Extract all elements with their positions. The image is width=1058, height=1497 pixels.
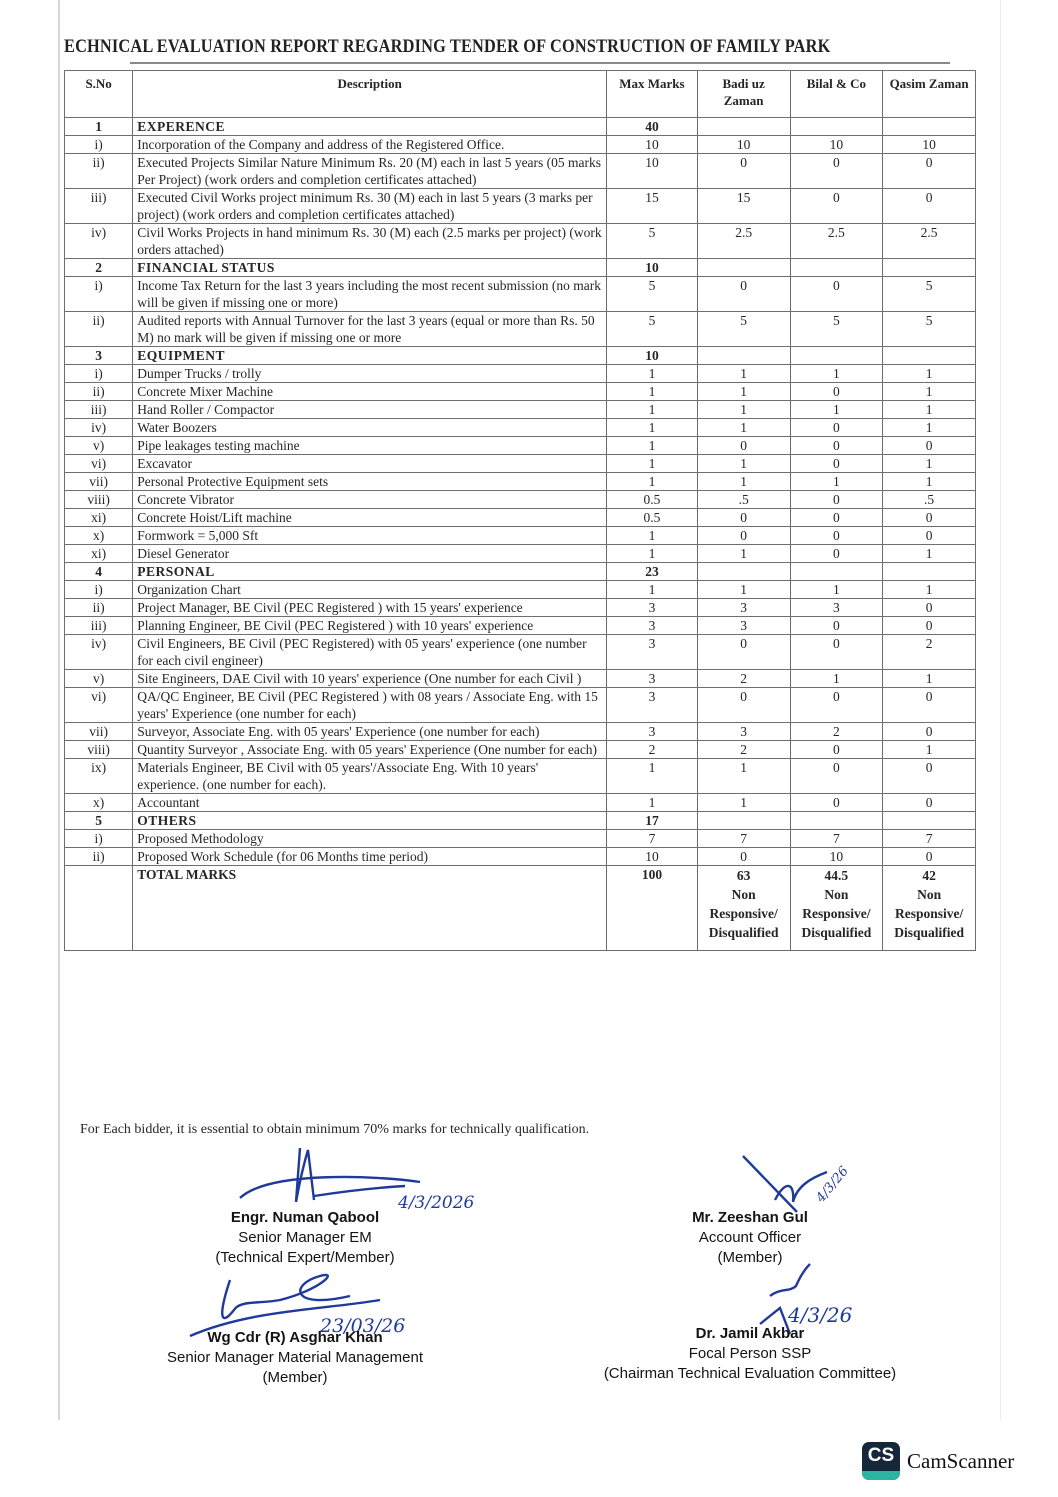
item-number: viii) <box>65 741 133 759</box>
signatory-role: (Member) <box>262 1369 328 1386</box>
item-max-marks: 5 <box>607 277 698 312</box>
section-number: 2 <box>65 259 133 277</box>
item-max-marks: 0.5 <box>607 491 698 509</box>
signatory-designation: Senior Manager EM <box>238 1229 372 1246</box>
item-number: viii) <box>65 491 133 509</box>
score-badi-uz-zaman: 2.5 <box>697 224 790 259</box>
score-qasim-zaman: 0 <box>883 759 976 794</box>
table-row <box>65 545 976 563</box>
page-title: ECHNICAL EVALUATION REPORT REGARDING TENDER OF CONSTRUCTION OF FAMILY PARK <box>64 36 831 57</box>
score-badi-uz-zaman: 5 <box>697 312 790 347</box>
item-description: Executed Civil Works project minimum Rs. 30 (M) each in last 5 years (3 marks per project) (work orders and completion certificates attached) <box>133 189 607 224</box>
verdict-line: Responsive/ <box>709 906 778 921</box>
score-qasim-zaman: 1 <box>883 545 976 563</box>
signatory-role: (Technical Expert/Member) <box>215 1249 395 1266</box>
item-max-marks: 1 <box>607 401 698 419</box>
verdict-line: Non <box>824 887 849 902</box>
section-row <box>65 347 976 365</box>
score-bilal-co: 0 <box>790 277 883 312</box>
score-badi-uz-zaman: 2 <box>697 670 790 688</box>
score-qasim-zaman: 0 <box>883 599 976 617</box>
item-description: Civil Works Projects in hand minimum Rs. 30 (M) each (2.5 marks per project) (work orders attached) <box>133 224 607 259</box>
signatory-role: (Member) <box>717 1249 783 1266</box>
score-badi-uz-zaman: 1 <box>697 383 790 401</box>
score-qasim-zaman: .5 <box>883 491 976 509</box>
table-row <box>65 437 976 455</box>
score-bilal-co: 0 <box>790 527 883 545</box>
item-number: iii) <box>65 617 133 635</box>
total-label: TOTAL MARKS <box>133 866 607 951</box>
total-sno <box>65 866 133 951</box>
item-max-marks: 10 <box>607 154 698 189</box>
total-score: 44.5 <box>824 868 849 883</box>
score-qasim-zaman: 1 <box>883 419 976 437</box>
item-max-marks: 1 <box>607 437 698 455</box>
score-qasim-zaman: 0 <box>883 617 976 635</box>
table-body <box>65 118 976 866</box>
table-header-row <box>65 71 976 118</box>
score-badi-uz-zaman: 1 <box>697 365 790 383</box>
verdict-line: Responsive/ <box>802 906 871 921</box>
header-bidder-1: Badi uz Zaman <box>697 71 790 118</box>
table-row <box>65 635 976 670</box>
score-bilal-co: 0 <box>790 509 883 527</box>
item-description: Concrete Hoist/Lift machine <box>133 509 607 527</box>
score-badi-uz-zaman: 0 <box>697 509 790 527</box>
table-row <box>65 455 976 473</box>
verdict-line: Disqualified <box>801 925 872 940</box>
table-row <box>65 759 976 794</box>
score-badi-uz-zaman: 3 <box>697 617 790 635</box>
item-max-marks: 10 <box>607 136 698 154</box>
header-max-marks: Max Marks <box>607 71 698 118</box>
signatory-designation: Account Officer <box>698 1229 802 1246</box>
score-qasim-zaman: 0 <box>883 189 976 224</box>
score-qasim-zaman: 0 <box>883 688 976 723</box>
score-badi-uz-zaman: 1 <box>697 473 790 491</box>
item-number: iv) <box>65 419 133 437</box>
empty-cell <box>883 259 976 277</box>
camscanner-logo-icon <box>862 1442 900 1480</box>
item-max-marks: 3 <box>607 723 698 741</box>
score-bilal-co: 0 <box>790 455 883 473</box>
score-bilal-co: 1 <box>790 365 883 383</box>
signature-date: 4/3/2026 <box>398 1193 475 1213</box>
empty-cell <box>883 812 976 830</box>
score-bilal-co: 0 <box>790 635 883 670</box>
section-max-marks: 40 <box>607 118 698 136</box>
table-row <box>65 383 976 401</box>
total-bidder-1 <box>697 866 790 951</box>
camscanner-watermark: CamScanner <box>907 1449 1015 1473</box>
table-row <box>65 136 976 154</box>
table-row <box>65 224 976 259</box>
table-row <box>65 527 976 545</box>
empty-cell <box>697 812 790 830</box>
item-description: Audited reports with Annual Turnover for the last 3 years (equal or more than Rs. 50 M) no mark will be given if missing one or more <box>133 312 607 347</box>
section-title: PERSONAL <box>133 563 607 581</box>
signatory-block <box>575 1324 925 1384</box>
score-qasim-zaman: 1 <box>883 383 976 401</box>
item-number: x) <box>65 794 133 812</box>
item-number: v) <box>65 670 133 688</box>
item-max-marks: 5 <box>607 224 698 259</box>
section-title: FINANCIAL STATUS <box>133 259 607 277</box>
item-description: Pipe leakages testing machine <box>133 437 607 455</box>
signatory-name: Dr. Jamil Akbar <box>695 1325 805 1342</box>
score-qasim-zaman: 2 <box>883 635 976 670</box>
item-description: Formwork = 5,000 Sft <box>133 527 607 545</box>
total-score: 42 <box>922 868 936 883</box>
score-qasim-zaman: 5 <box>883 312 976 347</box>
item-description: Accountant <box>133 794 607 812</box>
section-number: 4 <box>65 563 133 581</box>
item-description: Hand Roller / Compactor <box>133 401 607 419</box>
score-qasim-zaman: 1 <box>883 455 976 473</box>
empty-cell <box>790 812 883 830</box>
item-description: Project Manager, BE Civil (PEC Registered ) with 15 years' experience <box>133 599 607 617</box>
signatory-designation: Senior Manager Material Management <box>167 1349 423 1366</box>
item-number: i) <box>65 136 133 154</box>
header-bidder-3: Qasim Zaman <box>883 71 976 118</box>
table-row <box>65 848 976 866</box>
item-max-marks: 3 <box>607 635 698 670</box>
section-row <box>65 812 976 830</box>
score-bilal-co: 1 <box>790 473 883 491</box>
table-row <box>65 365 976 383</box>
table-row <box>65 599 976 617</box>
section-max-marks: 23 <box>607 563 698 581</box>
item-max-marks: 7 <box>607 830 698 848</box>
score-qasim-zaman: 1 <box>883 473 976 491</box>
verdict-line: Disqualified <box>894 925 964 940</box>
item-number: ii) <box>65 848 133 866</box>
scan-edge <box>1000 0 1001 1420</box>
score-bilal-co: 0 <box>790 545 883 563</box>
score-badi-uz-zaman: 1 <box>697 401 790 419</box>
item-number: ii) <box>65 383 133 401</box>
item-number: v) <box>65 437 133 455</box>
score-bilal-co: 2.5 <box>790 224 883 259</box>
item-number: i) <box>65 830 133 848</box>
table-row <box>65 312 976 347</box>
score-bilal-co: 1 <box>790 401 883 419</box>
item-max-marks: 1 <box>607 383 698 401</box>
table-row <box>65 419 976 437</box>
signatory-name: Wg Cdr (R) Asghar Khan <box>207 1329 383 1346</box>
score-bilal-co: 3 <box>790 599 883 617</box>
score-bilal-co: 0 <box>790 437 883 455</box>
verdict-line: Non <box>731 887 756 902</box>
empty-cell <box>883 118 976 136</box>
section-max-marks: 17 <box>607 812 698 830</box>
score-badi-uz-zaman: 3 <box>697 723 790 741</box>
total-bidder-2 <box>790 866 883 951</box>
score-bilal-co: 2 <box>790 723 883 741</box>
item-number: iii) <box>65 189 133 224</box>
signature-date: 4/3/26 <box>813 1163 852 1206</box>
item-number: ii) <box>65 312 133 347</box>
signature-date: 4/3/26 <box>788 1303 853 1327</box>
section-row <box>65 259 976 277</box>
score-badi-uz-zaman: 1 <box>697 419 790 437</box>
item-description: QA/QC Engineer, BE Civil (PEC Registered ) with 08 years / Associate Eng. with 15 years' Experience (one number for each) <box>133 688 607 723</box>
item-number: iv) <box>65 635 133 670</box>
signature-date: 23/03/26 <box>320 1315 406 1337</box>
section-title: EQUIPMENT <box>133 347 607 365</box>
item-description: Executed Projects Similar Nature Minimum Rs. 20 (M) each in last 5 years (05 marks Per Project) (work orders and completion certificates attached) <box>133 154 607 189</box>
item-max-marks: 0.5 <box>607 509 698 527</box>
table-row <box>65 794 976 812</box>
item-number: vii) <box>65 473 133 491</box>
item-max-marks: 3 <box>607 599 698 617</box>
item-max-marks: 15 <box>607 189 698 224</box>
score-badi-uz-zaman: 1 <box>697 794 790 812</box>
item-number: i) <box>65 365 133 383</box>
item-description: Surveyor, Associate Eng. with 05 years' Experience (one number for each) <box>133 723 607 741</box>
score-bilal-co: 0 <box>790 741 883 759</box>
table-row <box>65 581 976 599</box>
item-description: Site Engineers, DAE Civil with 10 years' experience (One number for each Civil ) <box>133 670 607 688</box>
score-bilal-co: 7 <box>790 830 883 848</box>
item-max-marks: 1 <box>607 419 698 437</box>
item-max-marks: 5 <box>607 312 698 347</box>
item-number: vi) <box>65 455 133 473</box>
score-bilal-co: 0 <box>790 617 883 635</box>
empty-cell <box>883 347 976 365</box>
item-max-marks: 1 <box>607 473 698 491</box>
item-number: xi) <box>65 545 133 563</box>
total-score: 63 <box>736 868 751 883</box>
table-row <box>65 741 976 759</box>
section-title: OTHERS <box>133 812 607 830</box>
item-description: Dumper Trucks / trolly <box>133 365 607 383</box>
table-row <box>65 473 976 491</box>
item-number: iv) <box>65 224 133 259</box>
item-description: Concrete Vibrator <box>133 491 607 509</box>
section-number: 1 <box>65 118 133 136</box>
empty-cell <box>790 118 883 136</box>
table-row <box>65 509 976 527</box>
item-description: Income Tax Return for the last 3 years including the most recent submission (no mark will be given if missing one or more) <box>133 277 607 312</box>
section-number: 5 <box>65 812 133 830</box>
score-badi-uz-zaman: 3 <box>697 599 790 617</box>
score-badi-uz-zaman: 0 <box>697 848 790 866</box>
signatory-role: (Chairman Technical Evaluation Committee) <box>603 1365 897 1382</box>
signatory-block <box>180 1208 430 1268</box>
item-max-marks: 2 <box>607 741 698 759</box>
score-qasim-zaman: 1 <box>883 401 976 419</box>
score-qasim-zaman: 1 <box>883 741 976 759</box>
signatory-block <box>660 1208 840 1268</box>
item-max-marks: 1 <box>607 527 698 545</box>
empty-cell <box>790 563 883 581</box>
score-bilal-co: 0 <box>790 419 883 437</box>
item-number: xi) <box>65 509 133 527</box>
table-row <box>65 189 976 224</box>
item-number: ii) <box>65 154 133 189</box>
score-qasim-zaman: 7 <box>883 830 976 848</box>
verdict-line: Disqualified <box>708 925 779 940</box>
score-qasim-zaman: 0 <box>883 154 976 189</box>
item-max-marks: 1 <box>607 455 698 473</box>
item-max-marks: 3 <box>607 688 698 723</box>
score-bilal-co: 0 <box>790 688 883 723</box>
score-badi-uz-zaman: 1 <box>697 455 790 473</box>
score-bilal-co: 0 <box>790 383 883 401</box>
signatory-name: Mr. Zeeshan Gul <box>692 1209 808 1226</box>
score-qasim-zaman: 2.5 <box>883 224 976 259</box>
evaluation-table <box>64 70 976 951</box>
score-badi-uz-zaman: 0 <box>697 437 790 455</box>
header-bidder-2: Bilal & Co <box>790 71 883 118</box>
header-sno: S.No <box>65 71 133 118</box>
score-badi-uz-zaman: 15 <box>697 189 790 224</box>
qualification-note: For Each bidder, it is essential to obtain minimum 70% marks for technically qualification. <box>80 1122 590 1137</box>
score-badi-uz-zaman: .5 <box>697 491 790 509</box>
item-description: Incorporation of the Company and address of the Registered Office. <box>133 136 607 154</box>
item-max-marks: 1 <box>607 759 698 794</box>
table-row <box>65 723 976 741</box>
item-max-marks: 1 <box>607 365 698 383</box>
table-row <box>65 830 976 848</box>
score-bilal-co: 1 <box>790 670 883 688</box>
score-qasim-zaman: 0 <box>883 848 976 866</box>
item-number: ix) <box>65 759 133 794</box>
total-row <box>65 866 976 951</box>
title-underline <box>130 62 950 64</box>
score-qasim-zaman: 1 <box>883 365 976 383</box>
score-badi-uz-zaman: 2 <box>697 741 790 759</box>
score-badi-uz-zaman: 0 <box>697 277 790 312</box>
score-badi-uz-zaman: 1 <box>697 581 790 599</box>
item-description: Water Boozers <box>133 419 607 437</box>
scan-edge <box>58 0 60 1420</box>
item-number: iii) <box>65 401 133 419</box>
item-description: Diesel Generator <box>133 545 607 563</box>
item-number: vii) <box>65 723 133 741</box>
score-badi-uz-zaman: 0 <box>697 635 790 670</box>
score-badi-uz-zaman: 7 <box>697 830 790 848</box>
item-max-marks: 1 <box>607 581 698 599</box>
item-max-marks: 1 <box>607 794 698 812</box>
table-row <box>65 401 976 419</box>
item-description: Civil Engineers, BE Civil (PEC Registered) with 05 years' experience (one number for each civil engineer) <box>133 635 607 670</box>
score-bilal-co: 0 <box>790 491 883 509</box>
item-max-marks: 3 <box>607 670 698 688</box>
score-qasim-zaman: 10 <box>883 136 976 154</box>
empty-cell <box>697 347 790 365</box>
item-description: Concrete Mixer Machine <box>133 383 607 401</box>
item-description: Planning Engineer, BE Civil (PEC Registered ) with 10 years' experience <box>133 617 607 635</box>
item-max-marks: 3 <box>607 617 698 635</box>
section-max-marks: 10 <box>607 259 698 277</box>
score-bilal-co: 10 <box>790 136 883 154</box>
table-row <box>65 491 976 509</box>
score-badi-uz-zaman: 0 <box>697 527 790 545</box>
item-number: ii) <box>65 599 133 617</box>
signatory-designation: Focal Person SSP <box>688 1345 812 1362</box>
item-description: Excavator <box>133 455 607 473</box>
total-max: 100 <box>607 866 698 951</box>
score-qasim-zaman: 0 <box>883 509 976 527</box>
score-bilal-co: 0 <box>790 189 883 224</box>
score-badi-uz-zaman: 0 <box>697 154 790 189</box>
table-row <box>65 688 976 723</box>
item-max-marks: 1 <box>607 545 698 563</box>
item-number: vi) <box>65 688 133 723</box>
signatory-block <box>140 1328 450 1388</box>
section-number: 3 <box>65 347 133 365</box>
score-qasim-zaman: 1 <box>883 581 976 599</box>
empty-cell <box>697 259 790 277</box>
score-badi-uz-zaman: 1 <box>697 545 790 563</box>
score-bilal-co: 0 <box>790 154 883 189</box>
item-description: Materials Engineer, BE Civil with 05 years'/Associate Eng. With 10 years' experience. (one number for each). <box>133 759 607 794</box>
score-bilal-co: 5 <box>790 312 883 347</box>
score-badi-uz-zaman: 1 <box>697 759 790 794</box>
item-description: Proposed Work Schedule (for 06 Months time period) <box>133 848 607 866</box>
item-number: i) <box>65 581 133 599</box>
score-qasim-zaman: 5 <box>883 277 976 312</box>
item-description: Personal Protective Equipment sets <box>133 473 607 491</box>
item-number: i) <box>65 277 133 312</box>
section-title: EXPERENCE <box>133 118 607 136</box>
table-row <box>65 277 976 312</box>
score-qasim-zaman: 0 <box>883 723 976 741</box>
signatory-name: Engr. Numan Qabool <box>230 1209 380 1226</box>
score-qasim-zaman: 1 <box>883 670 976 688</box>
score-bilal-co: 0 <box>790 794 883 812</box>
table-row <box>65 670 976 688</box>
section-row <box>65 563 976 581</box>
empty-cell <box>790 259 883 277</box>
score-badi-uz-zaman: 0 <box>697 688 790 723</box>
section-max-marks: 10 <box>607 347 698 365</box>
verdict-line: Non <box>917 887 942 902</box>
verdict-line: Responsive/ <box>894 906 964 921</box>
score-qasim-zaman: 0 <box>883 794 976 812</box>
empty-cell <box>697 563 790 581</box>
item-max-marks: 10 <box>607 848 698 866</box>
score-bilal-co: 10 <box>790 848 883 866</box>
table-row <box>65 617 976 635</box>
empty-cell <box>697 118 790 136</box>
empty-cell <box>790 347 883 365</box>
total-bidder-3 <box>883 866 976 951</box>
header-description: Description <box>133 71 607 118</box>
item-description: Proposed Methodology <box>133 830 607 848</box>
table-row <box>65 154 976 189</box>
section-row <box>65 118 976 136</box>
item-number: x) <box>65 527 133 545</box>
item-description: Organization Chart <box>133 581 607 599</box>
score-bilal-co: 1 <box>790 581 883 599</box>
camscanner-badge-text: CS <box>867 1445 895 1466</box>
score-bilal-co: 0 <box>790 759 883 794</box>
score-qasim-zaman: 0 <box>883 437 976 455</box>
score-qasim-zaman: 0 <box>883 527 976 545</box>
item-description: Quantity Surveyor , Associate Eng. with 05 years' Experience (One number for each) <box>133 741 607 759</box>
empty-cell <box>883 563 976 581</box>
score-badi-uz-zaman: 10 <box>697 136 790 154</box>
